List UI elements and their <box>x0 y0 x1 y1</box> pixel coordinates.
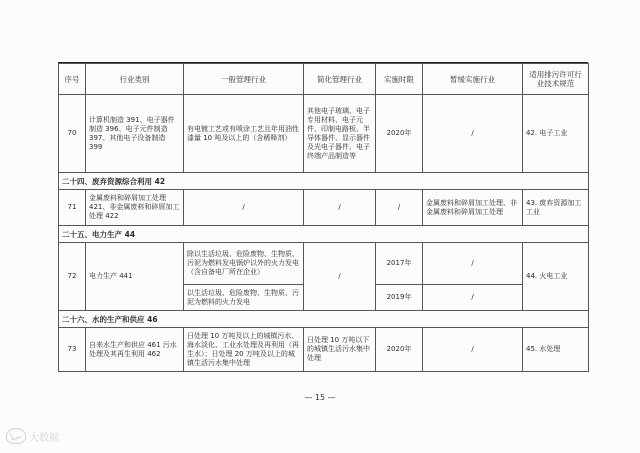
cell-category: 自来水生产和供应 461 污水处理及其再生利用 462 <box>86 328 184 372</box>
cell-standard: 45. 水处理 <box>523 328 589 372</box>
cell-simplified: / <box>304 190 376 226</box>
cell-standard: 43. 废弃资源加工工业 <box>523 190 589 226</box>
section-row <box>59 173 589 190</box>
cell-category: 计算机制造 391、电子器件制造 396、电子元件制造 397、其他电子设备制造 399 <box>86 95 184 173</box>
watermark <box>6 428 59 444</box>
industry-table <box>58 63 589 372</box>
cell-standard: 44. 火电工业 <box>523 243 589 311</box>
header-seq: 序号 <box>59 64 86 95</box>
cell-time: 2017年 <box>376 243 423 285</box>
table-row <box>59 95 589 173</box>
cell-category: 金属废料和碎屑加工处理 421、非金属废料和碎屑加工处理 422 <box>86 190 184 226</box>
watermark-text: 大数据 <box>29 432 59 444</box>
table-header-row <box>59 64 589 95</box>
cell-seq: 71 <box>59 190 86 226</box>
cell-time: / <box>376 190 423 226</box>
section-title: 二十六、水的生产和供应 46 <box>59 311 589 328</box>
section-row <box>59 311 589 328</box>
cell-standard: 42. 电子工业 <box>523 95 589 173</box>
table-row <box>59 190 589 226</box>
cell-time: 2020年 <box>376 328 423 372</box>
table-row <box>59 328 589 372</box>
cell-seq: 72 <box>59 243 86 311</box>
cell-simplified: 其他电子玻璃、电子专用材料、电子元件、印制电路板、半导体器件、显示器件及光电子器件、电子终端产品制造等 <box>304 95 376 173</box>
header-standard: 适用排污许可行业技术规范 <box>523 64 589 95</box>
header-general: 一般管理行业 <box>184 64 304 95</box>
cell-general: / <box>184 190 304 226</box>
cell-category: 电力生产 441 <box>86 243 184 311</box>
header-simplified: 简化管理行业 <box>304 64 376 95</box>
header-suspended: 暂缓实施行业 <box>423 64 523 95</box>
cell-suspended: / <box>423 285 523 311</box>
cell-general: 除以生活垃圾、危险废物、生物质、污泥为燃料发电锅炉以外的火力发电（含自备电厂所在企业） <box>184 243 304 285</box>
cell-simplified: 日处理 10 万吨以下的城镇生活污水集中处理 <box>304 328 376 372</box>
cell-suspended: 金属废料和碎屑加工处理、非金属废料和碎屑加工处理 <box>423 190 523 226</box>
section-title: 二十五、电力生产 44 <box>59 226 589 243</box>
cell-suspended: / <box>423 95 523 173</box>
cell-suspended: / <box>423 328 523 372</box>
header-category: 行业类别 <box>86 64 184 95</box>
cell-general: 以生活垃圾、危险废物、生物质、污泥为燃料的火力发电 <box>184 285 304 311</box>
cell-general: 日处理 10 万吨及以上的城镇污水、海水淡化、工业水处理及再利用（再生水）；日处理 20 万吨及以上的城镇生活污水集中处理 <box>184 328 304 372</box>
cell-general: 有电镀工艺或有喷涂工艺且年用油性漆量 10 吨及以上的（含稀释剂） <box>184 95 304 173</box>
cell-simplified: / <box>304 243 376 311</box>
cell-time: 2019年 <box>376 285 423 311</box>
cell-time: 2020年 <box>376 95 423 173</box>
section-row <box>59 226 589 243</box>
watermark-logo-icon <box>6 428 26 444</box>
section-title: 二十四、废弃资源综合利用 42 <box>59 173 589 190</box>
cell-suspended: / <box>423 243 523 285</box>
header-time: 实施时限 <box>376 64 423 95</box>
table-row <box>59 243 589 285</box>
cell-seq: 73 <box>59 328 86 372</box>
page-number: — 15 — <box>304 393 336 402</box>
cell-seq: 70 <box>59 95 86 173</box>
